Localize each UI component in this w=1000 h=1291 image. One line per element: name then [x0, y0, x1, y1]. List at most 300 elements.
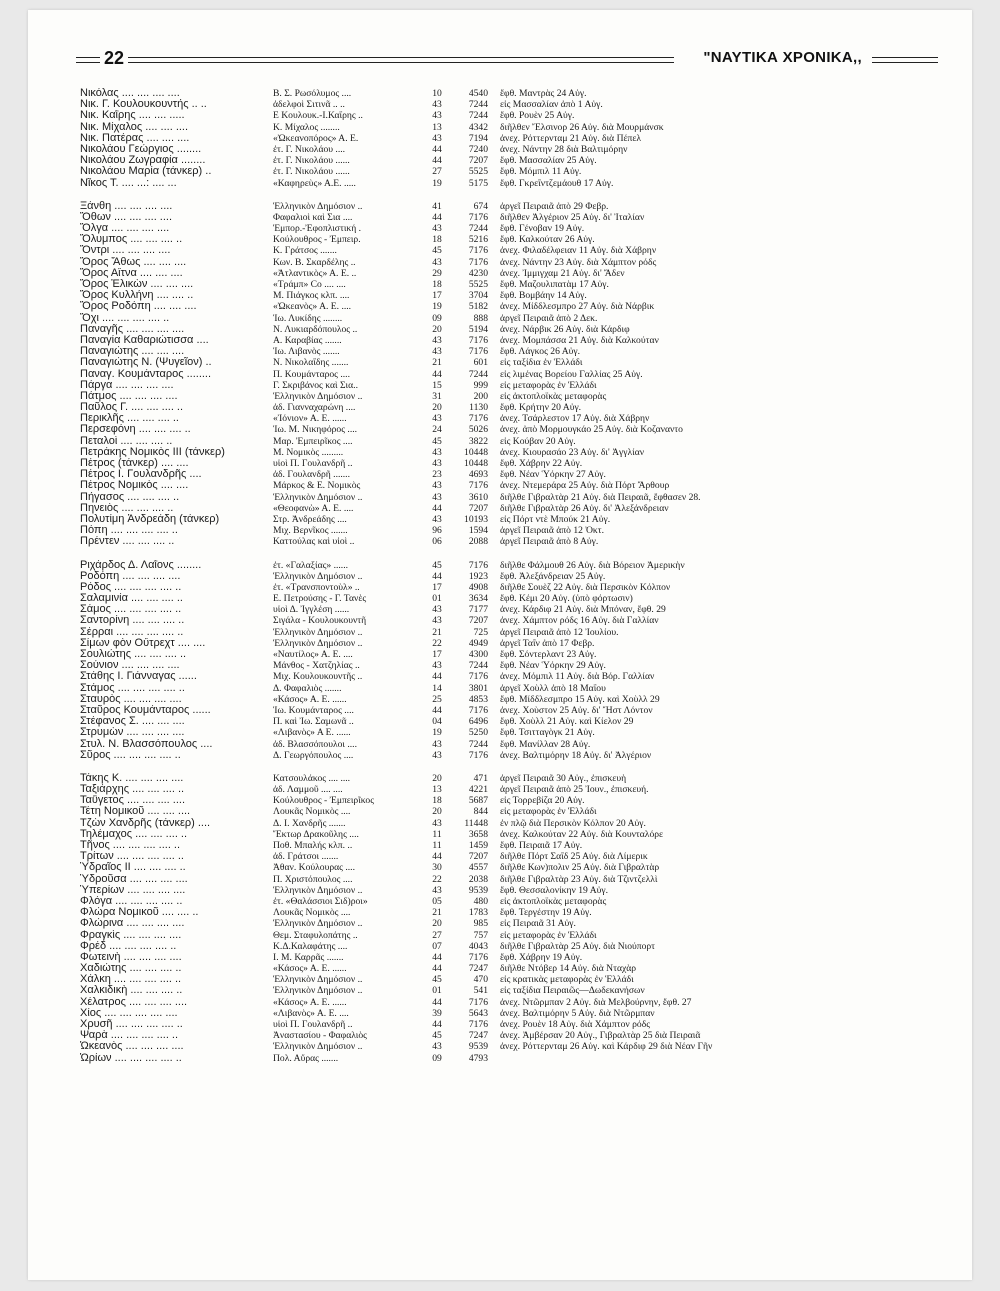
ship-code: 44	[432, 502, 442, 514]
ship-owner: Ἑλληνικὸν Δημόσιον ..	[273, 570, 363, 582]
ship-tonnage: 9539	[468, 1041, 488, 1053]
ship-tonnage: 7207	[468, 615, 488, 627]
ship-position: ἀργεῖ Χοὺλλ ἀπὸ 18 Μαΐου	[500, 682, 606, 694]
ship-position: διῆλθε Φάλμουθ 26 Αὐγ. διὰ Βόρειον Ἀμερικὴν	[500, 559, 685, 571]
ship-name: Πόπη .... .... .... .... ..	[80, 525, 178, 537]
ship-name: Ροδόπη .... .... .... ....	[80, 570, 181, 582]
ship-code: 20	[432, 323, 442, 335]
ship-owner: Ἑλληνικὸν Δημόσιον ..	[273, 626, 363, 638]
ship-position: ἔφθ. Τσιτταγὸγκ 21 Αὐγ.	[500, 727, 595, 739]
ship-name: Νικ. Καΐρης .... .... .....	[80, 110, 185, 122]
ship-name: Ὄθων .... .... .... ....	[80, 211, 173, 223]
ship-position: ἔφθ. Γένοβαν 19 Αὐγ.	[500, 223, 585, 235]
ship-row	[80, 750, 950, 761]
ship-row	[80, 615, 950, 626]
ship-owner: «Ἀτλαντικὸς» Α. Ε. ..	[273, 267, 357, 279]
ship-name: Φλώρινα .... .... .... ....	[80, 918, 185, 930]
ship-tonnage: 7176	[468, 951, 488, 963]
ship-row	[80, 88, 950, 99]
ship-position: ἔφθ. Νέαν Ὑόρκην 29 Αὐγ.	[500, 660, 606, 672]
ship-tonnage: 3801	[468, 682, 488, 694]
ship-position: διῆλθεν Ἀλγέριον 25 Αὐγ. δι' Ἰταλίαν	[500, 211, 645, 223]
ship-name: Πήγασος .... .... .... ..	[80, 491, 180, 503]
ship-position: ἔφθ. Χάβρην 22 Αὐγ.	[500, 458, 583, 469]
ship-tonnage: 1923	[468, 570, 488, 582]
ship-row	[80, 369, 950, 380]
ship-owner: «Κάσος» Α. Ε. ......	[273, 963, 347, 975]
ship-name: Χρυσῆ .... .... .... .... ..	[80, 1019, 183, 1030]
ship-tonnage: 3634	[468, 593, 488, 605]
ship-code: 31	[432, 390, 442, 402]
ship-tonnage: 7244	[468, 738, 488, 750]
ship-owner: Ν. Νικολαΐδης .......	[273, 357, 349, 369]
ship-tonnage: 4230	[468, 267, 488, 279]
ship-row	[80, 424, 950, 435]
ship-code: 43	[432, 513, 442, 525]
ship-owner: Πολ. Αὔρας .......	[273, 1052, 339, 1064]
ship-name: Πάργα .... .... .... ....	[80, 379, 174, 391]
ship-row	[80, 391, 950, 402]
ship-owner: ἀδ. Γιανναχαρώνη ....	[273, 402, 356, 414]
ship-name: Φρέδ .... .... .... .... ..	[80, 940, 177, 952]
ship-row	[80, 133, 950, 144]
ship-tonnage: 999	[473, 379, 488, 391]
ship-row	[80, 155, 950, 166]
ship-position: ἀνεχ. Χοὺστον 25 Αὐγ. δι' Ἤστ Λόντον	[500, 704, 653, 716]
ship-position: ἔφθ. Σόντερλαντ 23 Αὐγ.	[500, 649, 597, 660]
ship-name: Τῆνος .... .... .... .... ..	[80, 840, 181, 851]
ship-owner: ἀδ. Λαμμοῦ .... ....	[273, 784, 343, 796]
ship-tonnage: 5216	[468, 234, 488, 246]
ship-owner: Δ. Φαφαλιὸς .......	[273, 682, 342, 694]
ship-owner: ἐτ. Γ. Νικολάου ......	[273, 166, 350, 178]
ship-owner: Λουκᾶς Νομικὸς ....	[273, 907, 351, 919]
ship-code: 44	[432, 155, 442, 167]
ship-tonnage: 1594	[468, 525, 488, 537]
ship-name: Περικλῆς .... .... .... ..	[80, 413, 179, 425]
ship-code: 17	[432, 290, 442, 302]
ship-owner: Μάρκος & Ε. Νομικὸς	[273, 480, 361, 492]
ship-owner: ἐτ. «Τρανσποντοὺλ» ..	[273, 581, 360, 593]
ship-owner: ἀδ. Βλασσόπουλοι ....	[273, 738, 357, 750]
ship-name: Φλόγα .... .... .... .... ..	[80, 895, 183, 907]
ship-code: 01	[432, 985, 442, 997]
ship-position: εἰς Μασσαλίαν ἀπὸ 1 Αὐγ.	[500, 99, 603, 111]
ship-name: Παναγία Καθαριώτισσα ....	[80, 334, 209, 346]
ship-tonnage: 5182	[468, 301, 488, 313]
ship-code: 43	[432, 110, 442, 122]
ship-row	[80, 413, 950, 424]
ship-row	[80, 582, 950, 593]
ship-name: Νικολάου Ζωγραφία ........	[80, 155, 206, 167]
ship-name: Ὑδραῖος ΙΙ .... .... .... ..	[80, 862, 186, 874]
ship-tonnage: 4693	[468, 469, 488, 481]
ship-position: εἰς λιμένας Βορείου Γαλλίας 25 Αὐγ.	[500, 368, 643, 380]
ship-code: 20	[432, 918, 442, 930]
ship-row	[80, 335, 950, 346]
ship-name: Ριχάρδος Δ. Λαΐονς ........	[80, 559, 202, 571]
ship-name: Σούνιον .... .... .... ....	[80, 660, 180, 672]
ship-tonnage: 4221	[468, 784, 488, 796]
ship-code: 27	[432, 929, 442, 941]
ship-tonnage: 5687	[468, 795, 488, 807]
ship-row	[80, 907, 950, 918]
ship-row	[80, 997, 950, 1008]
ship-tonnage: 674	[473, 200, 488, 212]
ship-tonnage: 5175	[468, 177, 488, 189]
ship-owner: Κων. Β. Σκαρδέλης ..	[273, 256, 356, 268]
ship-tonnage: 11448	[464, 817, 488, 829]
ship-owner: Κατσουλάκος .... ....	[273, 772, 351, 784]
ship-code: 21	[432, 357, 442, 369]
ship-code: 24	[432, 424, 442, 436]
ship-owner: ἐτ. Γ. Νικολάου ......	[273, 155, 350, 167]
ship-position: εἰς μεταφορὰς ἐν Ἑλλάδι	[500, 379, 597, 391]
ship-tonnage: 5026	[468, 424, 488, 436]
ship-tonnage: 7247	[468, 963, 488, 975]
ship-code: 44	[432, 704, 442, 716]
page-number: 22	[104, 48, 125, 68]
ship-position: ἀνεχ. Βαλτιμόρην 5 Αὐγ. διὰ Ντῶρμπαν	[500, 1007, 655, 1019]
ship-owner: ἐτ. «Θαλάσσιοι Σιδ)ροι»	[273, 895, 368, 907]
ship-owner: Ἰω. Κουμάνταρος ....	[273, 704, 354, 716]
ship-position: ἀνεχ. Ντεμεράρα 25 Αὐγ. διὰ Πόρτ Ἄρθουρ	[500, 480, 670, 492]
ship-code: 10	[432, 88, 442, 99]
ship-code: 19	[432, 177, 442, 189]
ship-row	[80, 458, 950, 469]
ship-section	[80, 201, 950, 548]
ship-name: Πηνειὸς .... .... .... ..	[80, 502, 174, 514]
ship-row	[80, 627, 950, 638]
ship-code: 20	[432, 772, 442, 784]
ship-row	[80, 963, 950, 974]
ship-code: 44	[432, 951, 442, 963]
ship-code: 43	[432, 132, 442, 144]
ship-register-list	[80, 88, 950, 1076]
ship-position: εἰς κρατικὰς μεταφορὰς ἐν Ἑλλάδι	[500, 974, 634, 986]
ship-row	[80, 941, 950, 952]
ship-position: εἰς Κούβαν 20 Αὐγ.	[500, 435, 576, 447]
ship-code: 14	[432, 682, 442, 694]
ship-name: Ξάνθη .... .... .... ....	[80, 200, 173, 212]
ship-name: Ρόδος .... .... .... .... ..	[80, 581, 182, 593]
ship-owner: Λουκᾶς Νομικὸς ....	[273, 806, 351, 818]
ship-owner: Στρ. Ἀνδρεάδης ....	[273, 513, 347, 525]
ship-tonnage: 7207	[468, 851, 488, 863]
ship-position: εἰς μεταφορὰς ἐν Ἑλλάδι	[500, 929, 597, 941]
ship-name: Στέφανος Σ. .... .... ....	[80, 716, 185, 728]
ship-row	[80, 694, 950, 705]
ship-name: Πεταλοὶ .... .... .... ..	[80, 435, 173, 447]
ship-name: Παῦλος Γ. .... .... .... ..	[80, 402, 184, 414]
ship-position: ἀνεχ. Νάρβικ 26 Αὐγ. διὰ Κάρδιφ	[500, 323, 630, 335]
ship-name: Πέτρος (τάνκερ) .... ....	[80, 458, 189, 469]
ship-tonnage: 10193	[464, 513, 488, 525]
ship-position: ἀνεχ. Χάμπτον ρόδς 16 Αὐγ. διὰ Γαλλίαν	[500, 615, 659, 627]
ship-code: 43	[432, 604, 442, 616]
ship-row	[80, 1041, 950, 1052]
ship-code: 09	[432, 1052, 442, 1064]
ship-code: 21	[432, 626, 442, 638]
ship-owner: Γ. Σκριβάνος καὶ Σια..	[273, 379, 358, 391]
ship-row	[80, 245, 950, 256]
ship-row	[80, 739, 950, 750]
ship-tonnage: 757	[473, 929, 488, 941]
ship-code: 43	[432, 99, 442, 111]
ship-row	[80, 683, 950, 694]
ship-owner: Σιγάλα - Κουλουκουντῆ	[273, 615, 367, 627]
ship-name: Στάθης Ι. Γιάνναγας ......	[80, 671, 197, 683]
ship-owner: Π. καὶ Ἰω. Σαμωνᾶ ..	[273, 716, 354, 728]
ship-code: 11	[432, 840, 442, 851]
ship-code: 43	[432, 749, 442, 761]
ship-tonnage: 7176	[468, 413, 488, 425]
ship-owner: ἀδ. Γουλανδρῆ .......	[273, 469, 350, 481]
ship-code: 21	[432, 907, 442, 919]
ship-row	[80, 727, 950, 738]
ship-owner: Μιχ. Βερνῖκος .......	[273, 525, 348, 537]
ship-position: ἔφθ. Μανίλλαν 28 Αὐγ.	[500, 738, 591, 750]
ship-position: διῆλθε Γιβραλτὰρ 21 Αὐγ. διὰ Πειραιᾶ, ἔφθασεν 28.	[500, 491, 701, 503]
ship-position: εἰς ἀκτοπλοϊκὰς μεταφορὰς	[500, 895, 607, 907]
ship-owner: Κ.Δ.Καλαφάτης ....	[273, 940, 348, 952]
ship-name: Παναγῆς .... .... .... ....	[80, 323, 185, 335]
ship-row	[80, 818, 950, 829]
ship-row	[80, 604, 950, 615]
ship-tonnage: 4853	[468, 693, 488, 705]
ship-code: 20	[432, 402, 442, 414]
page-header	[76, 46, 938, 74]
ship-tonnage: 7176	[468, 346, 488, 358]
ship-code: 29	[432, 267, 442, 279]
ship-tonnage: 4949	[468, 637, 488, 649]
ship-name: Χάλκη .... .... .... .... ..	[80, 974, 182, 986]
ship-tonnage: 4300	[468, 649, 488, 660]
ship-position: ἀνεχ. Φιλαδέλφειαν 11 Αὐγ. διὰ Χάβρην	[500, 245, 657, 257]
ship-tonnage: 7176	[468, 671, 488, 683]
ship-tonnage: 7247	[468, 1030, 488, 1042]
ship-position: ἀργεῖ Πειραιᾶ 30 Αὐγ., ἐπισκευὴ	[500, 772, 627, 784]
ship-position: ἔφθ. Ἀλεξάνδρειαν 25 Αὐγ.	[500, 570, 606, 582]
ship-position: ἀνεχ. Νάντην 23 Αὐγ. διὰ Χάμπτον ρόδς	[500, 256, 657, 268]
ship-row	[80, 918, 950, 929]
ship-name: Σταυρὸς .... .... .... ....	[80, 693, 182, 705]
ship-row	[80, 234, 950, 245]
ship-row	[80, 1053, 950, 1064]
ship-row	[80, 840, 950, 851]
ship-code: 45	[432, 559, 442, 571]
ship-name: Ὄχι .... .... .... .... ..	[80, 312, 170, 324]
ship-name: Ὄρος Αἴτνα .... .... ....	[80, 267, 183, 279]
ship-owner: «Καφηρεὺς» Α.Ε. .....	[273, 177, 356, 189]
ship-tonnage: 985	[473, 918, 488, 930]
ship-row	[80, 166, 950, 177]
ship-owner: Ε Κουλουκ.-Ι.Καΐρης ..	[273, 110, 363, 122]
ship-position: ἀργεῖ Πειραιᾶ ἀπὸ 25 Ἰουν., ἐπισκευή.	[500, 784, 649, 796]
ship-row	[80, 593, 950, 604]
ship-row	[80, 560, 950, 571]
ship-tonnage: 2088	[468, 536, 488, 548]
ship-owner: υἱοὶ Δ. Ἰγγλέση ......	[273, 604, 350, 616]
ship-owner: Ἀναστασίου - Φαφαλιὸς	[273, 1030, 367, 1042]
ship-code: 04	[432, 716, 442, 728]
ship-name: Τζὼν Χανδρῆς (τάνκερ) ....	[80, 817, 211, 829]
ship-tonnage: 725	[473, 626, 488, 638]
ship-code: 06	[432, 536, 442, 548]
ship-name: Χαλκιδικὴ .... .... .... ..	[80, 985, 183, 997]
ship-code: 43	[432, 346, 442, 358]
ship-position: ἀνεχ. ἀπὸ Μορμουγκάο 25 Αὐγ. διὰ Κοζαναντο	[500, 424, 683, 436]
ship-position: ἀνεχ. Ρόττερνταμ 21 Αὐγ. διὰ Πέπελ	[500, 132, 642, 144]
ship-row	[80, 178, 950, 189]
ship-row	[80, 357, 950, 368]
ship-code: 43	[432, 491, 442, 503]
ship-code: 17	[432, 649, 442, 660]
ship-name: Παναγ. Κουμάνταρος ........	[80, 368, 212, 380]
ship-name: Στυλ. Ν. Βλασσόπουλος ....	[80, 738, 213, 750]
ship-owner: Ἐμπορ.-Ἐφοπλιστική .	[273, 223, 362, 235]
ship-row	[80, 290, 950, 301]
ship-code: 18	[432, 279, 442, 290]
ship-position: ἀργεῖ Πειραιᾶ ἀπὸ 12 Ὀκτ.	[500, 525, 604, 537]
ship-row	[80, 503, 950, 514]
ship-code: 43	[432, 446, 442, 458]
ship-owner: Ν. Λυκιαρδόπουλος ..	[273, 323, 358, 335]
ship-name: Πέτρος Ι. Γουλανδρῆς ....	[80, 469, 202, 481]
ship-position: ἀνεχ. Νάντην 28 διὰ Βαλτιμόρην	[500, 143, 628, 155]
ship-code: 43	[432, 1041, 442, 1053]
ship-tonnage: 7240	[468, 143, 488, 155]
ship-name: Τέτη Νομικοῦ .... .... ....	[80, 806, 191, 818]
ship-tonnage: 7207	[468, 155, 488, 167]
ship-owner: «Ὠκεανοπόρος» Α. Ε.	[273, 132, 359, 144]
ship-owner: Καττούλας καὶ υἱοὶ ..	[273, 536, 355, 548]
ship-owner: Ἰω. Λιβανὸς .......	[273, 346, 340, 358]
ship-code: 20	[432, 806, 442, 818]
ship-owner: Ι. Μ. Καρρᾶς .......	[273, 951, 344, 963]
ship-owner: «Θεοφανὼ» Α. Ε. ....	[273, 502, 354, 514]
ship-owner: Β. Σ. Ρωσόλυμος ....	[273, 88, 352, 99]
ship-position: ἀνεχ. Τσάρλεστον 17 Αὐγ. διὰ Χάβρην	[500, 413, 650, 425]
ship-name: Στάμος .... .... .... .... ..	[80, 682, 185, 694]
ship-position: διῆλθε Γιβραλτὰρ 25 Αὐγ. διὰ Νιούπορτ	[500, 940, 656, 952]
ship-owner: «Κάσος» Α. Ε. ......	[273, 693, 347, 705]
ship-owner: ἐτ. «Γαλαξίας» ......	[273, 559, 348, 571]
ship-code: 45	[432, 245, 442, 257]
ship-row	[80, 122, 950, 133]
ship-owner: «Λιβανὸς» Α Ε. ......	[273, 727, 351, 739]
ship-code: 23	[432, 469, 442, 481]
ship-tonnage: 4540	[468, 88, 488, 99]
ship-name: Νικολάου Γεώργιος ........	[80, 143, 202, 155]
ship-code: 43	[432, 660, 442, 672]
ship-code: 43	[432, 738, 442, 750]
ship-tonnage: 7244	[468, 223, 488, 235]
ship-name: Νικολάου Μαρία (τάνκερ) ..	[80, 166, 212, 178]
ship-position: ἐν πλῷ διὰ Περσικὸν Κόλπον 20 Αὐγ.	[500, 817, 646, 829]
ship-name: Σαλαμινία .... .... .... ..	[80, 593, 183, 605]
ship-position: ἔφθ. Ρουὲν 25 Αὐγ.	[500, 110, 575, 122]
ship-position: ἔφθ. Βομβάην 14 Αὐγ.	[500, 290, 587, 302]
ship-code: 27	[432, 166, 442, 178]
ship-tonnage: 9539	[468, 884, 488, 896]
ship-code: 17	[432, 581, 442, 593]
ship-position: ἔφθ. Κέμι 20 Αὐγ. (ὑπὸ φόρτωσιν)	[500, 593, 633, 605]
ship-tonnage: 5194	[468, 323, 488, 335]
ship-tonnage: 5525	[468, 166, 488, 178]
ship-tonnage: 1783	[468, 907, 488, 919]
ship-code: 01	[432, 593, 442, 605]
ship-tonnage: 7194	[468, 132, 488, 144]
ship-tonnage: 3822	[468, 435, 488, 447]
ship-position: ἔφθ. Καλκούταν 26 Αὐγ.	[500, 234, 595, 246]
ship-owner: «Τράμπ» Co .... ....	[273, 279, 346, 290]
ship-position: ἔφθ. Κρήτην 20 Αὐγ.	[500, 402, 582, 414]
ship-position: εἰς ἀκτοπλοϊκὰς μεταφορὰς	[500, 390, 607, 402]
ship-tonnage: 7176	[468, 704, 488, 716]
ship-code: 43	[432, 615, 442, 627]
ship-code: 44	[432, 963, 442, 975]
ship-tonnage: 471	[473, 772, 488, 784]
ship-code: 09	[432, 312, 442, 324]
ship-tonnage: 541	[473, 985, 488, 997]
ship-code: 13	[432, 784, 442, 796]
ship-row	[80, 1008, 950, 1019]
ship-tonnage: 4342	[468, 121, 488, 133]
ship-owner: Π. Κουμάνταρος ....	[273, 368, 350, 380]
ship-row	[80, 806, 950, 817]
ship-row	[80, 829, 950, 840]
ship-name: Ὄρος Κυλλήνη .... .... ..	[80, 290, 194, 302]
ship-owner: Ἀθαν. Κούλουρας ....	[273, 862, 355, 874]
ship-position: ἀνεχ. Ἀμβέρσαν 20 Αὐγ., Γιβραλτὰρ 25 διὰ Πειραιᾶ	[500, 1030, 701, 1042]
ship-name: Φωτεινὴ .... .... .... ....	[80, 951, 182, 963]
ship-name: Σίμων φὸν Οὔτρεχτ .... ....	[80, 637, 206, 649]
ship-position: ἀνεχ. Μίδδλεσμπρο 27 Αὐγ. διὰ Νάρβικ	[500, 301, 655, 313]
ship-tonnage: 200	[473, 390, 488, 402]
ship-owner: «Λιβανὸς» Α. Ε. ....	[273, 1007, 349, 1019]
ship-code: 15	[432, 379, 442, 391]
ship-position: εἰς Πόρτ ντὲ Μπούκ 21 Αὐγ.	[500, 513, 611, 525]
ship-owner: Ἕκτωρ Δρακοῦλης ....	[273, 828, 359, 840]
ship-row	[80, 201, 950, 212]
ship-code: 43	[432, 256, 442, 268]
ship-name: Νικ. Πατέρας .... .... ....	[80, 132, 190, 144]
ship-position: ἔφθ. Θεσσαλονίκην 19 Αὐγ.	[500, 884, 609, 896]
ship-owner: ἀδελφοὶ Σιτινᾶ .. ..	[273, 99, 345, 111]
ship-code: 43	[432, 223, 442, 235]
ship-code: 44	[432, 211, 442, 223]
ship-name: Σαντορίνη .... .... .... ..	[80, 615, 185, 627]
magazine-title: "ΝΑΥΤΙΚΑ ΧΡΟΝΙΚΑ,,	[703, 49, 862, 66]
ship-position: ἔφθ. Μαζουλιπατὰμ 17 Αὐγ.	[500, 279, 609, 290]
ship-row	[80, 795, 950, 806]
ship-code: 43	[432, 817, 442, 829]
ship-name: Τηλέμαχος .... .... .... ..	[80, 828, 188, 840]
ship-name: Χέλατρος .... .... .... ....	[80, 996, 188, 1008]
ship-name: Νικόλας .... .... .... ....	[80, 88, 180, 99]
ship-code: 44	[432, 143, 442, 155]
ship-code: 43	[432, 334, 442, 346]
ship-row	[80, 279, 950, 290]
ship-owner: Ἑλληνικὸν Δημόσιον ..	[273, 390, 363, 402]
ship-name: Ὄρος Ροδόπη .... .... ....	[80, 301, 197, 313]
ship-tonnage: 7176	[468, 211, 488, 223]
ship-tonnage: 4908	[468, 581, 488, 593]
ship-name: Ὠκεανὸς .... .... .... ....	[80, 1041, 184, 1053]
ship-name: Ὡρίων .... .... .... .... ..	[80, 1052, 182, 1064]
ship-row	[80, 144, 950, 155]
